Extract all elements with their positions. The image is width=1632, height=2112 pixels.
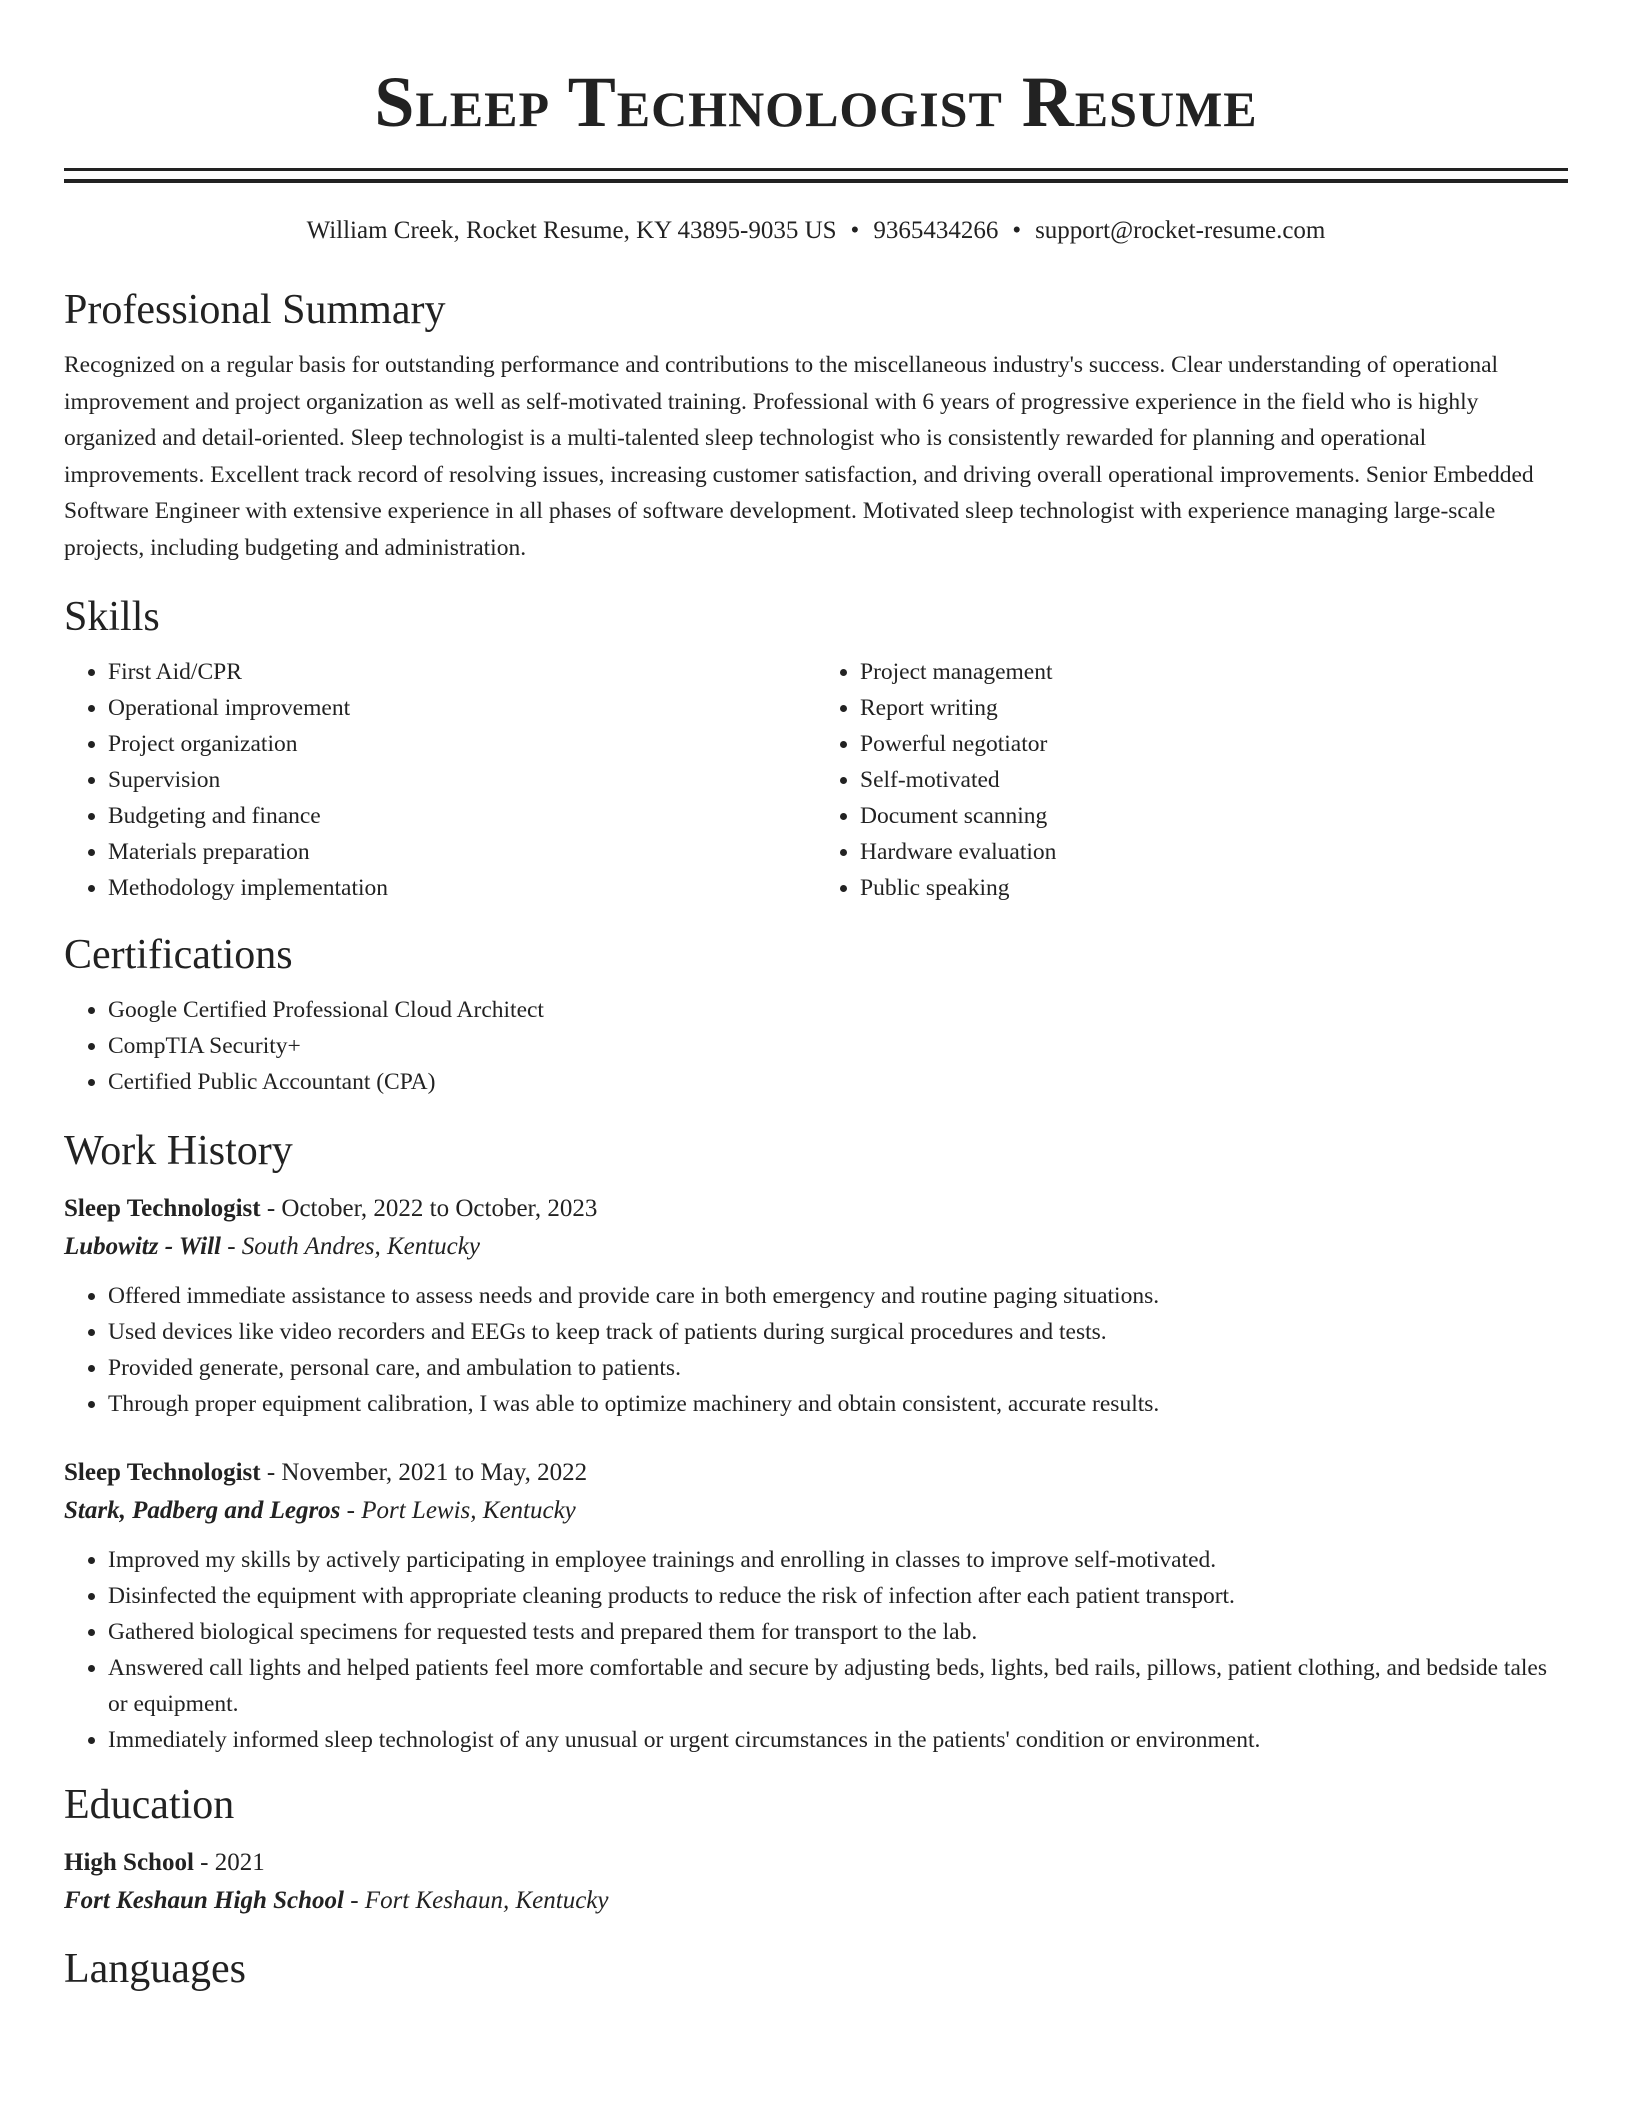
job-duties-list: [64, 1278, 1568, 1422]
certifications-heading: Certifications: [64, 932, 293, 978]
job-title-line: [64, 1190, 1568, 1228]
education-degree-line: [64, 1844, 1568, 1882]
certification-item: • Certified Public Accountant (CPA): [108, 1064, 1568, 1100]
job-role: Sleep Technologist: [64, 1459, 261, 1486]
summary-text: Recognized on a regular basis for outstanding performance and contributions to the miscellaneous industry's success. Clear understanding of operational improvement and project organization as well as self-motivated training. Professional with 6 years of progressive experience in the field who is highly organized and detail-oriented. Sleep technologist is a multi-talented sleep technologist who is consistently rewarded for planning and operational improvements. Excellent track record of resolving issues, increasing customer satisfaction, and driving overall operational improvements. Senior Embedded Software Engineer with extensive experience in all phases of software development. Motivated sleep technologist with experience managing large-scale projects, including budgeting and administration.: [64, 352, 1534, 561]
job-entry: [64, 1454, 1568, 1758]
job-duties-list: [64, 1542, 1568, 1758]
skill-item: • Supervision: [108, 762, 816, 798]
resume-page: [64, 0, 1568, 1994]
job-duty: • Offered immediate assistance to assess needs and provide care in both emergency and routine paging situations.: [108, 1278, 1568, 1314]
education-location: - Fort Keshaun, Kentucky: [343, 1887, 609, 1914]
education-heading: Education: [64, 1782, 235, 1828]
job-location: - Port Lewis, Kentucky: [340, 1497, 576, 1524]
skill-item: • Public speaking: [860, 870, 1568, 906]
education-year: - 2021: [193, 1849, 265, 1876]
job-employer-line: [64, 1228, 1568, 1266]
job-duty: • Immediately informed sleep technologist of any unusual or urgent circumstances in the patients' condition or environment.: [108, 1722, 1568, 1758]
job-employer-line: [64, 1492, 1568, 1530]
skill-item: • Materials preparation: [108, 834, 816, 870]
skill-item: • Methodology implementation: [108, 870, 816, 906]
education-school-line: [64, 1882, 1568, 1920]
education-degree: High School: [64, 1849, 194, 1876]
job-location: - South Andres, Kentucky: [220, 1233, 480, 1260]
skill-item: • Project management: [860, 654, 1568, 690]
contact-separator: •: [850, 217, 860, 244]
job-role: Sleep Technologist: [64, 1195, 261, 1222]
skill-item: • Powerful negotiator: [860, 726, 1568, 762]
job-duty: • Gathered biological specimens for requested tests and prepared them for transport to the lab.: [108, 1614, 1568, 1650]
languages-heading: Languages: [64, 1946, 246, 1992]
work-history-heading: Work History: [64, 1128, 293, 1174]
skills-column-right: [816, 654, 1568, 906]
certification-item: • CompTIA Security+: [108, 1028, 1568, 1064]
skills-heading: Skills: [64, 594, 160, 640]
skill-item: • First Aid/CPR: [108, 654, 816, 690]
skill-item: • Project organization: [108, 726, 816, 762]
skill-item: • Self-motivated: [860, 762, 1568, 798]
job-dates: - October, 2022 to October, 2023: [260, 1195, 598, 1222]
skills-column-left: [64, 654, 816, 906]
contact-phone: 9365434266: [873, 217, 999, 244]
job-dates: - November, 2021 to May, 2022: [260, 1459, 588, 1486]
education-school: Fort Keshaun High School: [64, 1887, 344, 1914]
job-duty: • Through proper equipment calibration, I was able to optimize machinery and obtain consistent, accurate results.: [108, 1386, 1568, 1422]
job-title-line: [64, 1454, 1568, 1492]
job-duty: • Used devices like video recorders and EEGs to keep track of patients during surgical procedures and tests.: [108, 1314, 1568, 1350]
contact-separator: •: [1012, 217, 1022, 244]
certifications-list: [64, 992, 1568, 1100]
job-company: Lubowitz - Will: [64, 1233, 221, 1260]
certification-item: • Google Certified Professional Cloud Architect: [108, 992, 1568, 1028]
education-entry: [64, 1844, 1568, 1920]
contact-line: [64, 215, 1568, 247]
contact-email[interactable]: support@rocket-resume.com: [1035, 217, 1326, 244]
title-divider: [64, 168, 1568, 183]
skill-item: • Hardware evaluation: [860, 834, 1568, 870]
skill-item: • Report writing: [860, 690, 1568, 726]
job-duty: • Provided generate, personal care, and ambulation to patients.: [108, 1350, 1568, 1386]
job-duty: • Answered call lights and helped patients feel more comfortable and secure by adjusting beds, lights, bed rails, pillows, patient clothing, and bedside tales or equipment.: [108, 1650, 1568, 1722]
job-duty: • Disinfected the equipment with appropriate cleaning products to reduce the risk of infection after each patient transport.: [108, 1578, 1568, 1614]
contact-address: William Creek, Rocket Resume, KY 43895-9035 US: [306, 217, 837, 244]
job-entry: [64, 1190, 1568, 1422]
skill-item: • Document scanning: [860, 798, 1568, 834]
skill-item: • Budgeting and finance: [108, 798, 816, 834]
job-duty: • Improved my skills by actively participating in employee trainings and enrolling in classes to improve self-motivated.: [108, 1542, 1568, 1578]
skill-item: • Operational improvement: [108, 690, 816, 726]
summary-heading: Professional Summary: [64, 287, 446, 333]
skills-list: [64, 654, 1568, 906]
resume-title: Sleep Technologist Resume: [374, 62, 1258, 142]
job-company: Stark, Padberg and Legros: [64, 1497, 341, 1524]
